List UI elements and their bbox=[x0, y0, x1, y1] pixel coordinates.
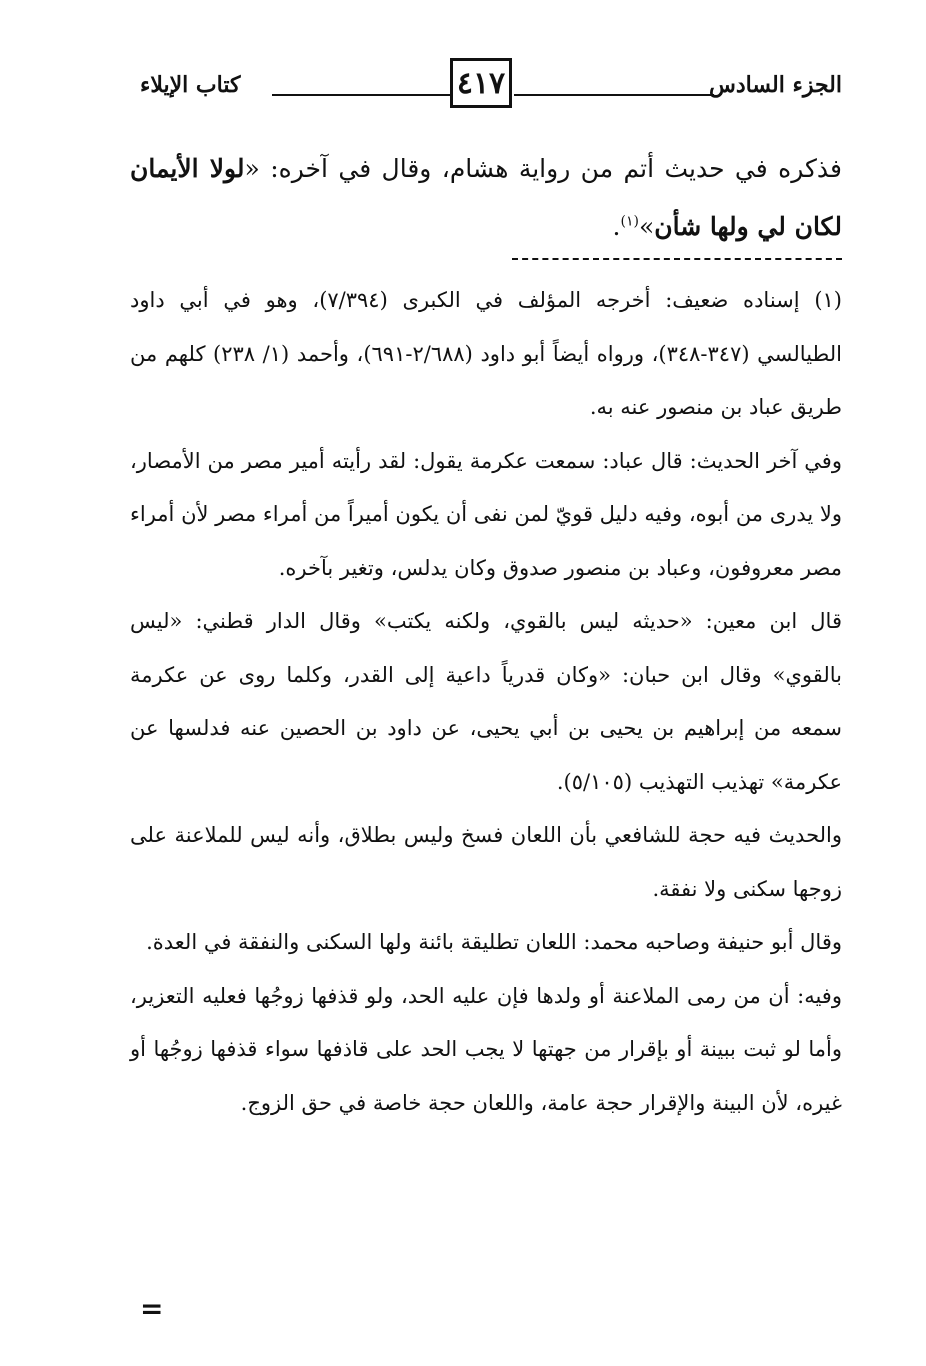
volume-title: الجزء السادس bbox=[709, 72, 842, 98]
page-number: ٤١٧ bbox=[450, 58, 512, 108]
footnote-paragraph: وفيه: أن من رمى الملاعنة أو ولدها فإن عليه الحد، ولو قذفها زوجُها فعليه التعزير، وأما لو ثبت ببينة أو بإقرار من جهتها لا يجب الحد على قاذفها سواء قذفها زوجُها أو غيره، لأن البينة والإقرار حجة عامة، واللعان حجة خاصة في حق الزوج. bbox=[130, 983, 842, 1115]
footnote-paragraph: وفي آخر الحديث: قال عباد: سمعت عكرمة يقول: لقد رأيته أمير مصر من الأمصار، ولا يدرى من أبوه، وفيه دليل قويّ لمن نفى أن يكون أميراً من أمراء مصر لأن أمراء مصر معروفون، وعباد بن منصور صدوق وكان يدلس، وتغير بآخره. bbox=[130, 448, 842, 580]
footnote-paragraph: والحديث فيه حجة للشافعي بأن اللعان فسخ وليس بطلاق، وأنه ليس للملاعنة على زوجها سكنى ولا نفقة. bbox=[130, 823, 842, 901]
header-rule-left bbox=[272, 94, 450, 96]
continuation-mark: = bbox=[140, 1292, 164, 1325]
chapter-title: كتاب الإيلاء bbox=[140, 72, 241, 98]
footnote-paragraph: (١) إسناده ضعيف: أخرجه المؤلف في الكبرى (٧/٣٩٤)، وهو في أبي داود الطيالسي (٣٤٧-٣٤٨)، ورواه أيضاً أبو داود (٢/٦٨٨-٦٩١)، وأحمد (١/ ٢٣٨) كلهم من طريق عباد بن منصور عنه به. bbox=[130, 288, 842, 419]
footnote-paragraph: وقال أبو حنيفة وصاحبه محمد: اللعان تطليقة بائنة ولها السكنى والنفقة في العدة. bbox=[146, 930, 842, 954]
page-header bbox=[132, 58, 842, 118]
footnotes bbox=[130, 274, 842, 1130]
footnote-separator bbox=[512, 258, 842, 260]
footnote-reference: (١) bbox=[620, 213, 639, 230]
main-text-line1: فذكره في حديث أتم من رواية هشام، وقال في آخره: « bbox=[244, 154, 842, 183]
main-text bbox=[130, 140, 842, 256]
header-rule-right bbox=[514, 94, 714, 96]
footnote-paragraph: قال ابن معين: «حديثه ليس بالقوي، ولكنه يكتب» وقال الدار قطني: «ليس بالقوي» وقال ابن حبان: «وكان قدرياً داعية إلى القدر، وكلما روى عن عكرمة سمعه من إبراهيم بن يحيى بن أبي يحيى، عن داود بن الحصين عنه فدلسها عن عكرمة» تهذيب التهذيب (٥/١٠٥). bbox=[130, 609, 842, 794]
hadith-quote-part1: لولا الأيمان bbox=[130, 154, 245, 183]
sentence-end: . bbox=[612, 212, 621, 241]
quote-close: » bbox=[638, 212, 655, 241]
hadith-quote-part2: لكان لي ولها شأن bbox=[654, 212, 842, 241]
main-paragraph bbox=[130, 140, 842, 256]
